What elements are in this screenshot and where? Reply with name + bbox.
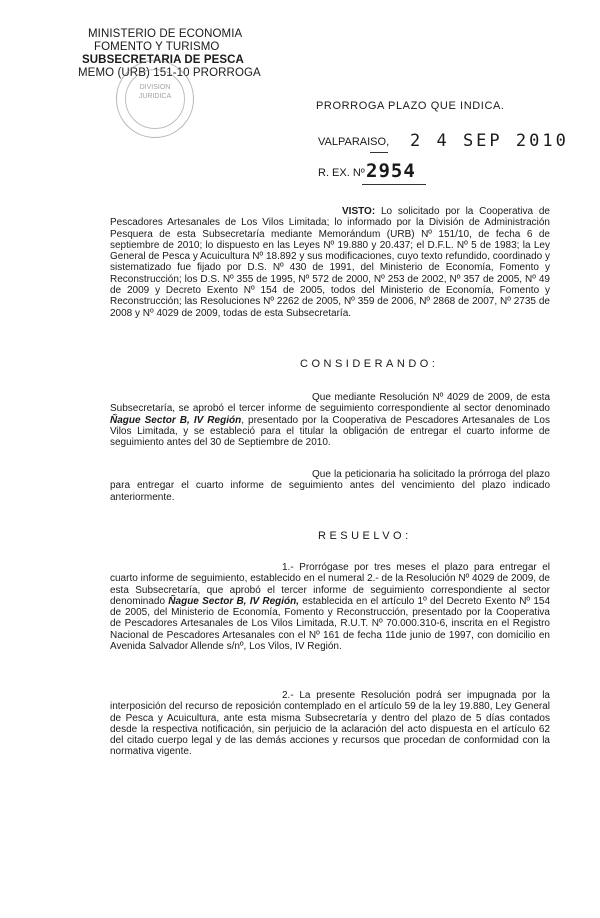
resuelvo-paragraph-1: [110, 562, 550, 652]
memo-reference: MEMO (URB) 151-10 PRORROGA: [78, 67, 261, 79]
visto-label: VISTO:: [342, 206, 376, 217]
stamp-line-2: JURIDICA: [138, 93, 172, 100]
subsecretaria-name: SUBSECRETARIA DE PESCA: [82, 54, 244, 66]
official-stamp: [116, 60, 194, 138]
stamp-text: [117, 83, 193, 101]
resuelvo-p1-text-b: establecida en el artículo 1º del Decreto Exento Nº 154 de 2005, del Ministerio de Economía, Fomento y Reconstrucción, presentado por la Cooperativa de Pescadores Artesanales de Los Vilos Limitada, R.U.T. Nº 70.000.310-6, inscrita en el Registro Nacional de Pescadores Artesanales con el Nº 161 de fecha 11de junio de 1997, con domicilio en Avenida Salvador Allende s/nº, Los Vilos, IV Región.: [110, 595, 551, 653]
date-stamp: 2 4 SEP 2010: [410, 131, 569, 151]
considerando-p1-text-a: Que mediante Resolución Nº 4029 de 2009, de esta Subsecretaría, se aprobó el tercer informe de seguimiento correspondiente al sector denominado: [110, 392, 550, 415]
ministry-line-2: FOMENTO Y TURISMO: [94, 41, 220, 53]
date-underline-mark: [370, 152, 388, 153]
resolution-underline: [362, 184, 426, 185]
visto-paragraph: [110, 206, 550, 319]
considerando-paragraph-1: [110, 392, 550, 448]
resuelvo-paragraph-2: 2.- La presente Resolución podrá ser impugnada por la interposición del recurso de reposición contemplado en el artículo 59 de la ley 19.880, Ley General de Pesca y Acuicultura, ante esta misma Subsecretaría y dentro del plazo de 5 días contados desde la respectiva notificación, sin perjuicio de la aclaración del acto dispuesta en el artículo 62 del citado cuerpo legal y de las demás acciones y recursos que procedan de conformidad con la normativa vigente.: [110, 690, 550, 758]
ministry-line-1: MINISTERIO DE ECONOMIA: [88, 28, 243, 40]
visto-text: Lo solicitado por la Cooperativa de Pescadores Artesanales de Los Vilos Limitada; lo informado por la División de Administración Pesquera de esta Subsecretaría mediante Memorándum (URB) Nº 151/10, de fecha 6 de septiembre de 2010; lo dispuesto en las Leyes Nº 19.880 y 20.437; el D.F.L. Nº 5 de 1983; la Ley General de Pesca y Acuicultura Nº 18.892 y sus modificaciones, cuyo texto refundido, coordinado y sistematizado fue fijado por D.S. Nº 430 de 1991, del Ministerio de Economía, Fomento y Reconstrucción; los D.S. Nº 355 de 1995, Nº 572 de 2000, Nº 253 de 2002, Nº 357 de 2005, Nº 49 de 2009 y Decreto Exento Nº 154 de 2005, todos del Ministerio de Economía, Fomento y Reconstrucción; las Resoluciones Nº 2262 de 2005, Nº 359 de 2006, Nº 2868 de 2007, Nº 2735 de 2008 y Nº 4029 de 2009, todas de esta Subsecretaría.: [110, 206, 551, 319]
resuelvo-sector-name: Ñague Sector B, IV Región,: [168, 595, 300, 607]
considerando-sector-name: Ñague Sector B, IV Región: [110, 414, 242, 426]
place-label: VALPARAISO,: [318, 136, 390, 148]
resolution-number: 2954: [366, 160, 416, 182]
stamp-line-1: DIVISION: [139, 84, 171, 91]
considerando-p1-text-b: , presentado por la Cooperativa de Pescadores Artesanales de Los Vilos Limitada, y se estableció para el titular la obligación de entregar el cuarto informe de seguimiento antes del 30 de Septiembre de 2010.: [110, 414, 550, 449]
resolution-label: R. EX. Nº: [318, 167, 365, 179]
resuelvo-heading: RESUELVO:: [318, 530, 412, 542]
document-title: PRORROGA PLAZO QUE INDICA.: [316, 100, 505, 112]
resuelvo-p1-text-a: 1.- Prorrógase por tres meses el plazo para entregar el cuarto informe de seguimiento, establecido en el numeral 2.- de la Resolución Nº 4029 de 2009, de esta Subsecretaría, que aprobó el tercer informe de seguimiento correspondiente al sector denominado: [110, 562, 550, 607]
considerando-heading: CONSIDERANDO:: [300, 358, 439, 370]
considerando-paragraph-2: Que la peticionaria ha solicitado la prórroga del plazo para entregar el cuarto informe de seguimiento antes del vencimiento del plazo indicado anteriormente.: [110, 469, 550, 503]
